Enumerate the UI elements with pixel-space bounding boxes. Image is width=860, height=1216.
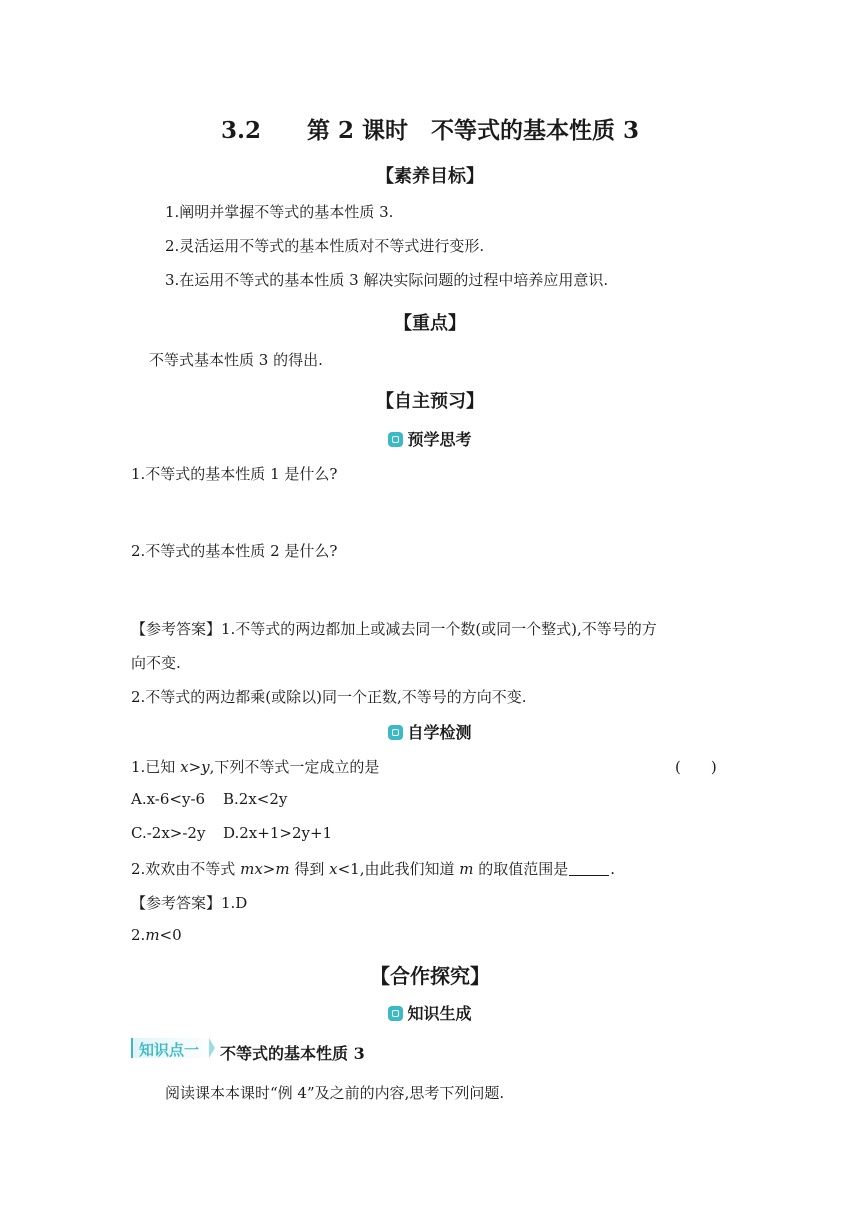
goal-item-1: 1.阐明并掌握不等式的基本性质 3. (165, 203, 394, 221)
think-answer-line-3: 2.不等式的两边都乘(或除以)同一个正数,不等号的方向不变. (131, 688, 527, 706)
q1-var-y: y (201, 758, 210, 776)
preview-heading: 【自主预习】 (376, 391, 484, 412)
q1-pre: 1.已知 (131, 758, 181, 776)
check-question-2 (131, 858, 615, 879)
check-answer-1: 【参考答案】1.D (131, 894, 248, 912)
knowledge-point-tag (131, 1038, 213, 1058)
q2-part-f: x (329, 860, 338, 878)
preview-think-text: 预学思考 (407, 430, 472, 449)
checklist-icon (388, 725, 403, 740)
notebook-icon (388, 1006, 403, 1021)
page-title: 3.2 第 2 课时 不等式的基本性质 3 (220, 117, 640, 144)
q2-part-a: 2.欢欢由不等式 (131, 860, 241, 878)
think-question-2: 2.不等式的基本性质 2 是什么? (131, 542, 338, 560)
option-b: B.2x<2y (223, 790, 288, 808)
q2-part-c: > (262, 860, 276, 878)
q2-part-d: m (275, 860, 290, 878)
ans2-var-m: m (145, 926, 160, 944)
check-question-1 (131, 756, 379, 777)
key-point-heading: 【重点】 (394, 313, 466, 334)
fill-blank (569, 861, 609, 876)
goal-item-3: 3.在运用不等式的基本性质 3 解决实际问题的过程中培养应用意识. (165, 271, 609, 289)
check-answer-2 (131, 926, 182, 944)
option-d: D.2x+1>2y+1 (223, 824, 333, 842)
key-point-text: 不等式基本性质 3 的得出. (149, 351, 323, 369)
ans2-pre: 2. (131, 926, 146, 944)
ans2-post: <0 (159, 926, 182, 944)
q2-end: . (610, 860, 616, 878)
think-question-1: 1.不等式的基本性质 1 是什么? (131, 465, 338, 483)
self-check-label (0, 720, 860, 743)
book-icon (388, 432, 403, 447)
preview-think-label (0, 427, 860, 450)
option-a: A.x-6<y-6 (131, 790, 206, 808)
goals-heading: 【素养目标】 (376, 166, 484, 187)
goal-item-2: 2.灵活运用不等式的基本性质对不等式进行变形. (165, 237, 485, 255)
answer-paren: ( ) (675, 758, 717, 776)
q2-part-i: 的取值范围是 (473, 860, 569, 878)
q1-gt: > (188, 758, 202, 776)
q2-part-e: 得到 (289, 860, 330, 878)
self-check-text: 自学检测 (407, 723, 472, 742)
instruction-text: 阅读课本本课时“例 4”及之前的内容,思考下列问题. (165, 1084, 505, 1102)
think-answer-line-2: 向不变. (131, 654, 181, 672)
q1-var-x: x (180, 758, 189, 776)
q2-part-g: <1,由此我们知道 (337, 860, 460, 878)
tag-label: 知识点一 (139, 1041, 200, 1059)
knowledge-gen-text: 知识生成 (407, 1004, 472, 1023)
q2-part-b: mx (240, 860, 263, 878)
q2-part-h: m (459, 860, 474, 878)
tag-chevron-icon (209, 1038, 215, 1058)
knowledge-gen-label (0, 1001, 860, 1024)
explore-heading: 【合作探究】 (370, 964, 490, 988)
think-answer-line-1: 【参考答案】1.不等式的两边都加上或减去同一个数(或同一个整式),不等号的方 (131, 620, 657, 638)
knowledge-point-title: 不等式的基本性质 3 (220, 1044, 365, 1063)
option-c: C.-2x>-2y (131, 824, 206, 842)
q1-post: ,下列不等式一定成立的是 (209, 758, 380, 776)
